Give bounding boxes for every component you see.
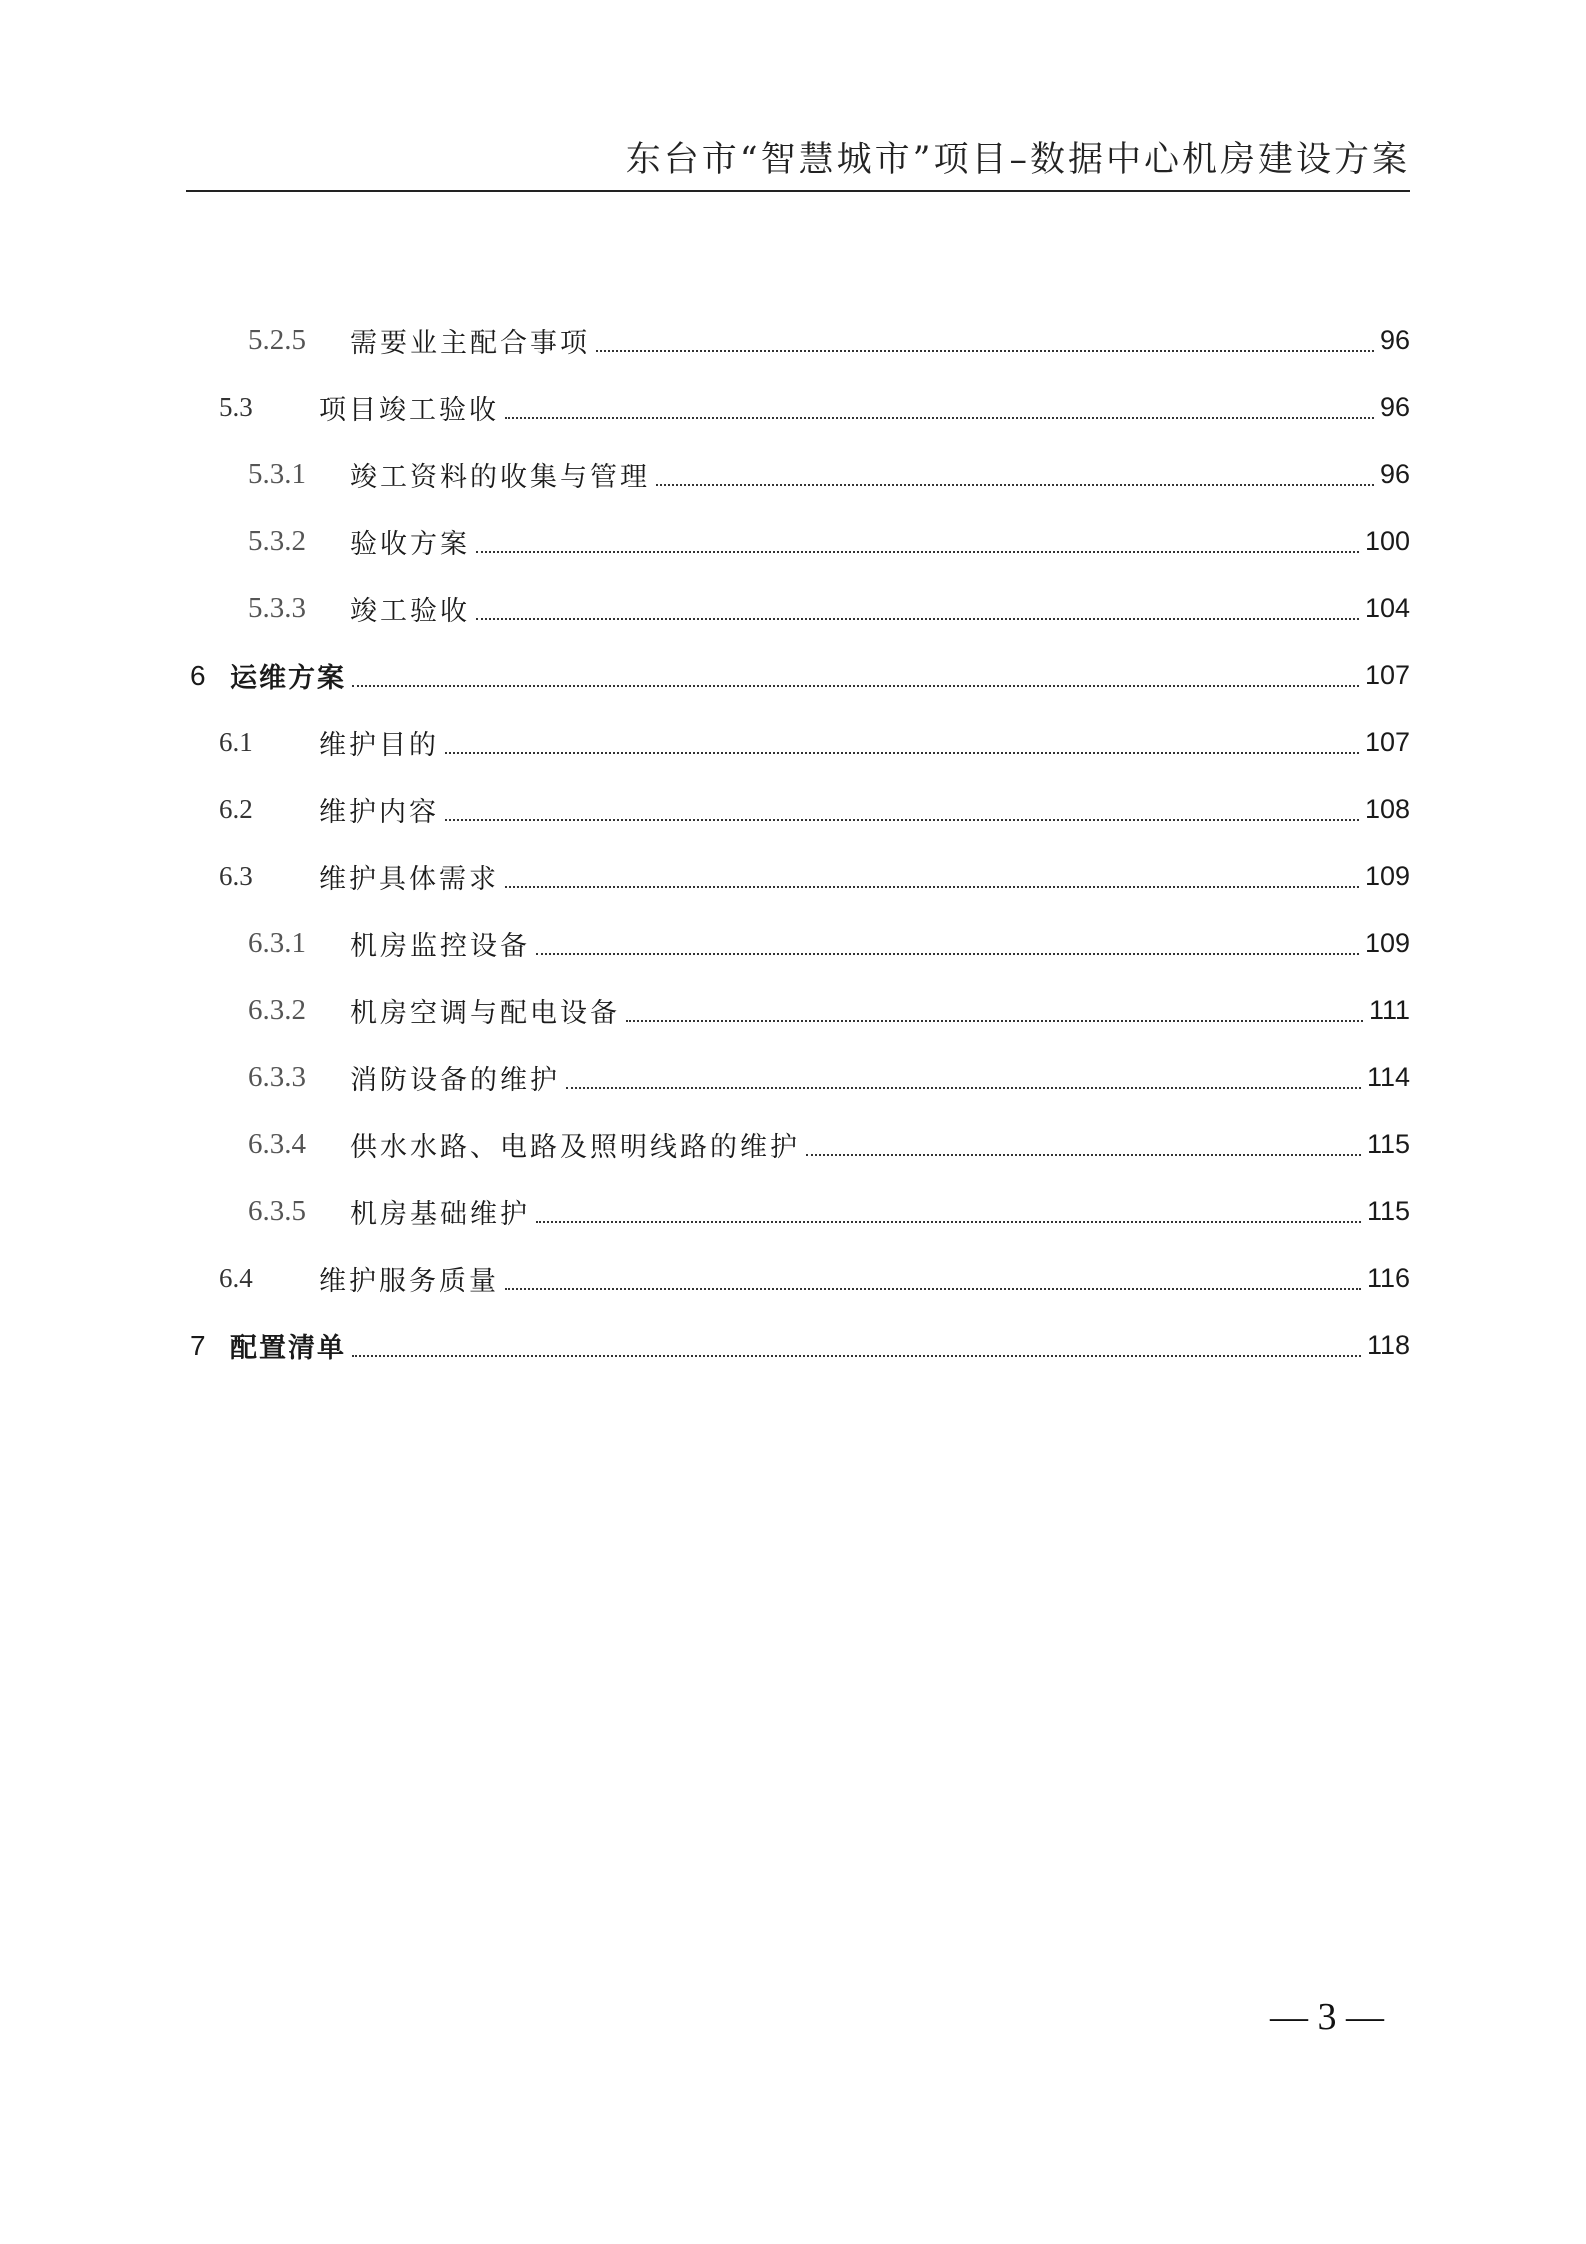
toc-leader-dots xyxy=(476,618,1359,620)
toc-entry-title: 运维方案 xyxy=(230,663,346,694)
toc-entry-title: 竣工资料的收集与管理 xyxy=(350,462,650,493)
toc-entry[interactable] xyxy=(186,575,1410,642)
toc-entry-number: 5.3.2 xyxy=(248,525,306,557)
toc-entry-number: 6.3.5 xyxy=(248,1195,306,1227)
toc-entry-title: 机房监控设备 xyxy=(350,931,530,962)
toc-entry-title: 供水水路、电路及照明线路的维护 xyxy=(350,1132,800,1163)
toc-entry-page: 104 xyxy=(1364,593,1410,623)
toc-leader-dots xyxy=(352,1355,1361,1357)
toc-entry-page: 109 xyxy=(1364,928,1410,958)
toc-entry-page: 107 xyxy=(1364,727,1410,757)
toc-entry-title: 项目竣工验收 xyxy=(319,395,499,426)
toc-entry-title: 竣工验收 xyxy=(350,596,470,627)
page-number: — 3 — xyxy=(1270,1996,1384,2038)
toc-leader-dots xyxy=(536,953,1359,955)
toc-leader-dots xyxy=(806,1154,1361,1156)
toc-entry-number: 6.3.1 xyxy=(248,927,306,959)
toc-entry-title: 验收方案 xyxy=(350,529,470,560)
toc-leader-dots xyxy=(505,1288,1361,1290)
toc-entry-title: 配置清单 xyxy=(230,1333,346,1364)
toc-entry[interactable] xyxy=(186,441,1410,508)
document-title: 东台市“智慧城市”项目–数据中心机房建设方案 xyxy=(625,140,1410,180)
toc-leader-dots xyxy=(505,886,1359,888)
toc-entry-page: 118 xyxy=(1366,1330,1410,1360)
toc-leader-dots xyxy=(566,1087,1361,1089)
toc-leader-dots xyxy=(445,752,1359,754)
toc-entry-number: 6.3.2 xyxy=(248,994,306,1026)
page-header xyxy=(186,120,1410,192)
toc-entry-page: 96 xyxy=(1379,459,1410,489)
toc-entry[interactable] xyxy=(186,508,1410,575)
toc-entry-title: 消防设备的维护 xyxy=(350,1065,560,1096)
toc-entry-number: 7 xyxy=(190,1329,206,1361)
toc-entry-title: 维护目的 xyxy=(319,730,439,761)
toc-entry[interactable] xyxy=(186,709,1410,776)
toc-entry-title: 机房空调与配电设备 xyxy=(350,998,620,1029)
toc-entry[interactable] xyxy=(186,1044,1410,1111)
toc-entry-number: 5.3.1 xyxy=(248,458,306,490)
toc-entry-number: 5.3 xyxy=(219,392,253,422)
toc-entry[interactable] xyxy=(186,307,1410,374)
toc-leader-dots xyxy=(352,685,1359,687)
toc-entry-number: 6.2 xyxy=(219,794,253,824)
toc-entry[interactable] xyxy=(186,843,1410,910)
toc-entry-number: 6.4 xyxy=(219,1263,253,1293)
toc-entry[interactable] xyxy=(186,1178,1410,1245)
toc-leader-dots xyxy=(656,484,1374,486)
toc-entry-title: 维护内容 xyxy=(319,797,439,828)
toc-entry-page: 114 xyxy=(1366,1062,1410,1092)
toc-entry-number: 6.3.4 xyxy=(248,1128,306,1160)
toc-entry-number: 5.2.5 xyxy=(248,324,306,356)
toc-leader-dots xyxy=(596,350,1374,352)
toc-leader-dots xyxy=(536,1221,1361,1223)
toc-entry-page: 108 xyxy=(1364,794,1410,824)
toc-entry-page: 109 xyxy=(1364,861,1410,891)
table-of-contents xyxy=(186,307,1410,1379)
toc-entry[interactable] xyxy=(186,1245,1410,1312)
toc-leader-dots xyxy=(505,417,1374,419)
toc-entry[interactable] xyxy=(186,977,1410,1044)
toc-entry[interactable] xyxy=(186,1111,1410,1178)
toc-entry-number: 6.3 xyxy=(219,861,253,891)
toc-entry-number: 6 xyxy=(190,659,206,691)
toc-entry[interactable] xyxy=(186,642,1410,709)
toc-entry-page: 96 xyxy=(1379,392,1410,422)
toc-entry-page: 107 xyxy=(1364,660,1410,690)
toc-leader-dots xyxy=(476,551,1359,553)
toc-entry-title: 机房基础维护 xyxy=(350,1199,530,1230)
toc-entry-number: 6.3.3 xyxy=(248,1061,306,1093)
toc-entry-page: 100 xyxy=(1364,526,1410,556)
toc-leader-dots xyxy=(445,819,1359,821)
toc-entry-title: 维护具体需求 xyxy=(319,864,499,895)
toc-entry-page: 115 xyxy=(1366,1129,1410,1159)
toc-leader-dots xyxy=(626,1020,1363,1022)
toc-entry-page: 96 xyxy=(1379,325,1410,355)
toc-entry[interactable] xyxy=(186,374,1410,441)
toc-entry-title: 需要业主配合事项 xyxy=(350,328,590,359)
toc-entry[interactable] xyxy=(186,910,1410,977)
toc-entry-page: 115 xyxy=(1366,1196,1410,1226)
toc-entry-page: 111 xyxy=(1368,995,1410,1025)
toc-entry-page: 116 xyxy=(1366,1263,1410,1293)
toc-entry-number: 5.3.3 xyxy=(248,592,306,624)
toc-entry-title: 维护服务质量 xyxy=(319,1266,499,1297)
toc-entry-number: 6.1 xyxy=(219,727,253,757)
toc-entry[interactable] xyxy=(186,1312,1410,1379)
toc-entry[interactable] xyxy=(186,776,1410,843)
